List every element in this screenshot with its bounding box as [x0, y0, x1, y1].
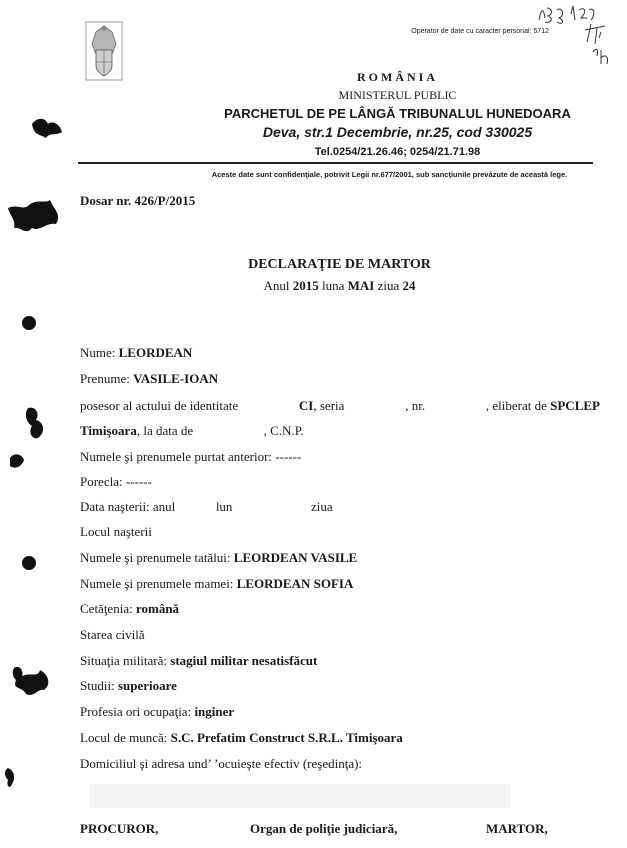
institution-heading: PARCHETUL DE PE LÂNGĂ TRIBUNALUL HUNEDOARA: [224, 106, 571, 121]
field-id-document: [80, 398, 600, 414]
signature-organ-politie: Organ de poliţie judiciară,: [250, 821, 398, 836]
tata-value: LEORDEAN VASILE: [233, 550, 358, 565]
situatia-value: stagiul militar nesatisfăcut: [170, 653, 318, 668]
field-nume: [80, 345, 192, 361]
studii-label: Studii:: [80, 678, 115, 693]
mama-value: LEORDEAN SOFIA: [236, 576, 354, 591]
document-title: DECLARAŢIE DE MARTOR: [248, 257, 431, 272]
id-seria-label: , seria: [313, 398, 345, 413]
id-issued-by-label: , eliberat de: [485, 398, 547, 413]
signature-procuror: PROCUROR,: [80, 821, 159, 836]
field-locul-nasterii: Locul naşterii: [80, 524, 152, 539]
cetatenia-label: Cetăţenia:: [80, 601, 133, 616]
profesia-label: Profesia ori ocupaţia:: [80, 704, 192, 719]
field-mama: [80, 576, 353, 592]
field-cetatenia: [80, 601, 179, 617]
field-starea-civila: Starea civilă: [80, 627, 145, 642]
id-issuer-group: [486, 398, 600, 414]
id-nr-label: , nr.: [405, 398, 426, 413]
id-issuer: SPCLEP: [550, 398, 600, 413]
ink-blot-mark: [2, 764, 22, 794]
ink-blot-mark: [6, 450, 28, 472]
data-nasterii-label: Data naşterii: anul: [80, 499, 176, 514]
field-data-nasterii: [80, 499, 333, 515]
punch-hole-mark: [22, 556, 36, 570]
ink-blot-mark: [6, 196, 66, 238]
prenume-value: VASILE-IOAN: [133, 371, 219, 386]
nume-value: LEORDEAN: [118, 345, 193, 360]
locul-munca-label: Locul de muncă:: [80, 730, 168, 745]
country-heading: ROMÂNIA: [357, 70, 438, 84]
field-nume-anterior: Numele şi prenumele purtat anterior: ------: [80, 449, 302, 464]
cetatenia-value: română: [135, 601, 180, 616]
profesia-value: inginer: [194, 704, 235, 719]
field-porecla: Porecla: ------: [80, 474, 152, 489]
date-day: 24: [402, 278, 416, 293]
situatia-label: Situaţia militară:: [80, 653, 168, 668]
field-locul-munca: [80, 730, 403, 746]
ink-blot-mark: [10, 662, 56, 702]
id-date-label: , la data de: [136, 423, 194, 438]
punch-hole-mark: [22, 316, 36, 330]
locul-munca-value: S.C. Prefatim Construct S.R.L. Timişoara: [170, 730, 403, 745]
data-nasterii-ziua: ziua: [310, 499, 333, 514]
studii-value: superioare: [117, 678, 177, 693]
date-luna-label: luna: [321, 278, 345, 293]
field-prenume: [80, 371, 218, 387]
date-month: MAI: [347, 278, 375, 293]
institution-address: Deva, str.1 Decembrie, nr.25, cod 330025: [262, 124, 533, 140]
field-domiciliu: Domiciliul şi adresa und’ ’ocuieşte efectiv (reşedinţa):: [80, 756, 363, 771]
document-date: [0, 278, 627, 294]
date-prefix: Anul: [263, 278, 290, 293]
data-nasterii-luna: lun: [215, 499, 233, 514]
cnp-label: , C.N.P.: [263, 423, 304, 438]
case-number: Dosar nr. 426/P/2015: [80, 193, 196, 208]
id-issuer-city: Timişoara: [80, 423, 137, 438]
mama-label: Numele şi prenumele mamei:: [80, 576, 234, 591]
field-tata: [80, 550, 357, 566]
ministry-heading: MINISTERUL PUBLIC: [338, 88, 457, 102]
prenume-label: Prenume:: [80, 371, 130, 386]
nume-label: Nume:: [80, 345, 116, 360]
ink-blot-mark: [28, 114, 66, 142]
date-year: 2015: [292, 278, 319, 293]
id-type: CI: [298, 398, 314, 413]
confidentiality-notice: Aceste date sunt confidenţiale, potrivit Legii nr.677/2001, sub sancţiunile prevăzute de această lege.: [211, 170, 568, 179]
field-situatia-militara: [80, 653, 317, 669]
tata-label: Numele şi prenumele tatălui:: [80, 550, 231, 565]
ink-blot-mark: [22, 404, 52, 444]
header-divider: [78, 162, 593, 164]
field-id-date-cnp: [80, 423, 304, 439]
id-type-group: [299, 398, 345, 414]
id-text-1: posesor al actului de identitate: [80, 398, 239, 413]
redacted-area: [90, 784, 510, 808]
handwritten-page-numbers: [535, 2, 615, 72]
institution-phone: Tel.0254/21.26.46; 0254/21.71.98: [314, 146, 481, 158]
operator-note: Operator de date cu caracter personal: 5712: [411, 28, 549, 35]
signature-martor: MARTOR,: [486, 821, 548, 836]
field-profesia: [80, 704, 234, 720]
date-ziua-label: ziua: [377, 278, 400, 293]
field-studii: [80, 678, 177, 694]
